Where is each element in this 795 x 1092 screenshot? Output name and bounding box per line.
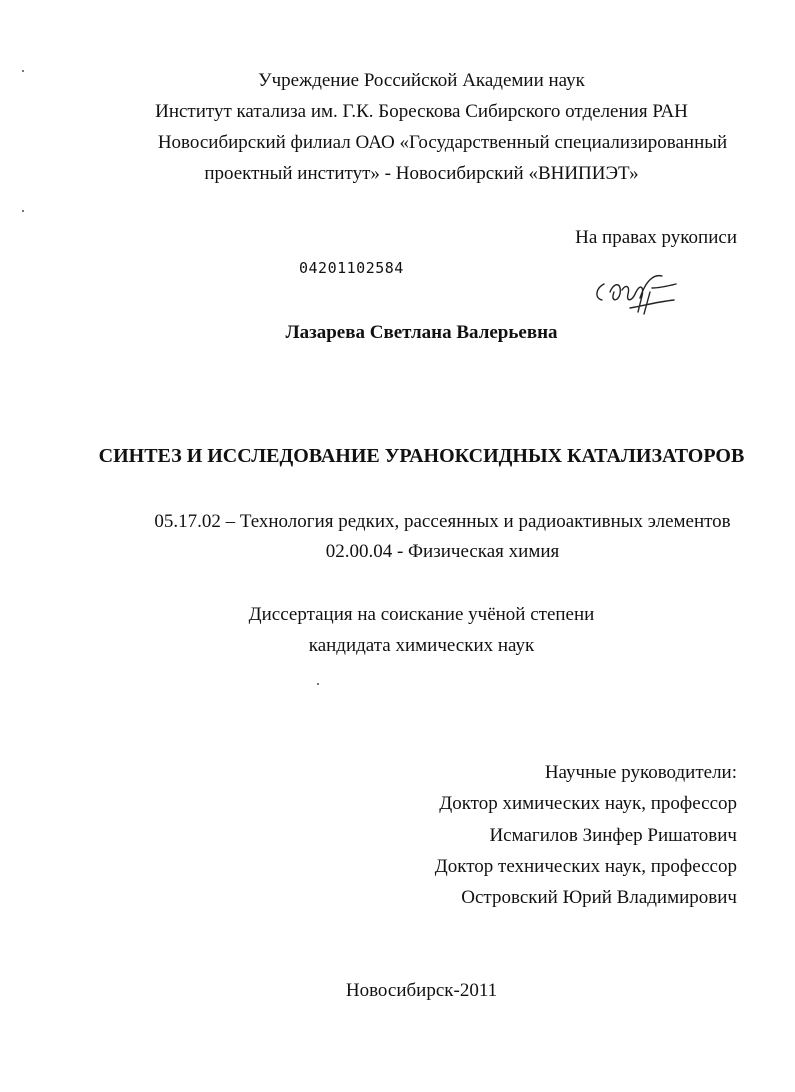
degree-line-1: Диссертация на соискание учёной степени [248,604,595,625]
scan-speck [22,210,24,212]
degree-line-2: кандидата химических наук [308,635,535,656]
institution-line-2: Институт катализа им. Г.К. Борескова Сибирского отделения РАН [155,101,688,122]
institution-line-3: Новосибирский филиал ОАО «Государственный специализированный [157,132,728,153]
institution-line-1: Учреждение Российской Академии наук [258,70,585,91]
specialty-line-2: 02.00.04 - Физическая химия [325,541,560,562]
supervisor-2-name: Островский Юрий Владимирович [461,887,737,908]
supervisor-1-name: Исмагилов Зинфер Ришатович [489,825,737,846]
dissertation-title: СИНТЕЗ И ИССЛЕДОВАНИЕ УРАНОКСИДНЫХ КАТАЛИЗАТОРОВ [98,445,745,467]
catalog-number: 04201102584 [299,259,404,277]
institution-line-4: проектный институт» - Новосибирский «ВНИПИЭТ» [204,163,639,184]
supervisor-2-title: Доктор технических наук, профессор [434,856,737,877]
scan-speck [317,683,319,685]
city-year: Новосибирск-2011 [345,980,498,1001]
author-name: Лазарева Светлана Валерьевна [285,322,558,343]
signature [590,268,680,320]
supervisors-heading: Научные руководители: [544,762,737,783]
specialty-line-1: 05.17.02 – Технология редких, рассеянных и радиоактивных элементов [154,511,731,532]
supervisor-1-title: Доктор химических наук, профессор [439,793,737,814]
manuscript-note: На правах рукописи [575,227,737,248]
